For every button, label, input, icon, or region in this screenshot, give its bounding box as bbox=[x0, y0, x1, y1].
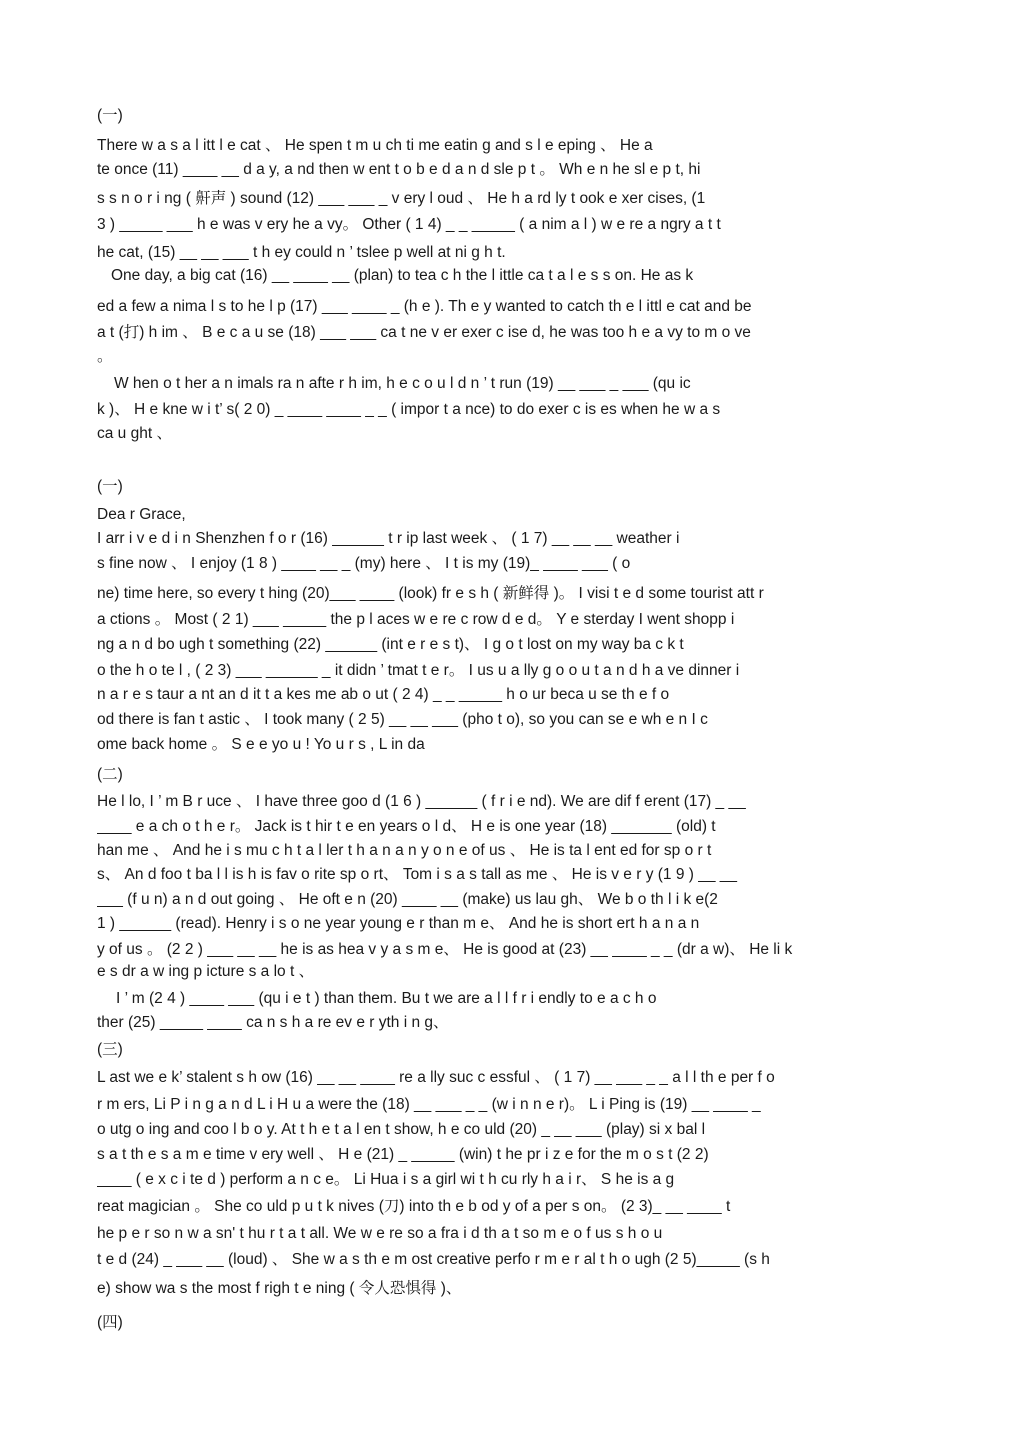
text-line: s fine now 、 I enjoy (1 8 ) ____ __ _ (my) here 、 I t is my (19)_ ____ ___ ( o bbox=[97, 555, 631, 572]
text-line: There w a s a l itt l e cat 、 He spen t m u ch ti me eatin g and s l e eping 、 He a bbox=[97, 137, 653, 154]
text-line: ____ e a ch o t h e r。 Jack is t hir t e en years o l d、 H e is one year (18) _______ (old) t bbox=[97, 818, 716, 835]
text-line: W hen o t her a n imals ra n afte r h im, h e c o u l d n ’ t run (19) __ ___ _ ___ (qu ic bbox=[114, 375, 691, 392]
text-line: 1 ) ______ (read). Henry i s o ne year young e r than m e、 And he is short ert h a n a n bbox=[97, 915, 700, 932]
text-line: ne) time here, so every t hing (20)___ ____ (look) fr e s h ( 新鲜得 )。 I visi t e d some tourist att r bbox=[97, 585, 764, 602]
text-line: ome back home 。 S e e yo u ! Yo u r s , L in da bbox=[97, 736, 425, 753]
section-heading: (三) bbox=[97, 1041, 123, 1058]
text-line: a ctions 。 Most ( 2 1) ___ _____ the p l aces w e re c row d e d。 Y e sterday I went shopp i bbox=[97, 611, 735, 628]
text-line: L ast we e k’ stalent s h ow (16) __ __ ____ re a lly suc c essful 、 ( 1 7) __ ___ _ _ a l l th e per f o bbox=[97, 1069, 775, 1086]
text-line: ___ (f u n) a n d out going 、 He oft e n (20) ____ __ (make) us lau gh、 We b o th l i k e(2 bbox=[97, 891, 718, 908]
text-line: s s n o r i ng ( 鼾声 ) sound (12) ___ ___ _ v ery l oud 、 He h a rd ly t ook e xer cises, (1 bbox=[97, 190, 706, 207]
text-line: e s dr a w ing p icture s a lo t 、 bbox=[97, 963, 315, 980]
section-heading: (二) bbox=[97, 766, 123, 783]
text-line: o utg o ing and coo l b o y. At t h e t a l en t show, h e co uld (20) _ __ ___ (play) si x bal l bbox=[97, 1121, 706, 1138]
text-line: y of us 。 (2 2 ) ___ __ __ he is as hea v y a s m e、 He is good at (23) __ ____ _ _ (dr a w)、 He li k bbox=[97, 941, 793, 958]
text-line: s a t th e s a m e time v ery well 、 H e (21) _ _____ (win) t he pr i z e for the m o s t (2 2) bbox=[97, 1146, 709, 1163]
text-line: t e d (24) _ ___ __ (loud) 、 She w a s th e m ost creative perfo r m e r al t h o ugh (2 5)_____ (s h bbox=[97, 1251, 770, 1268]
text-line: e) show wa s the most f righ t e ning ( 令人恐惧得 )、 bbox=[97, 1280, 462, 1297]
text-line: One day, a big cat (16) __ ____ __ (plan) to tea c h the l ittle ca t a l e s s on. He as k bbox=[111, 267, 694, 284]
text-line: 3 ) _____ ___ h e was v ery he a vy。 Other ( 1 4) _ _ _____ ( a nim a l ) w e re a ngry a t t bbox=[97, 216, 721, 233]
text-line: Dea r Grace, bbox=[97, 506, 186, 523]
text-line: n a r e s taur a nt an d it t a kes me ab o ut ( 2 4) _ _ _____ h o ur beca u se th e f o bbox=[97, 686, 670, 703]
text-line: I arr i v e d i n Shenzhen f o r (16) ______ t r ip last week 、 ( 1 7) __ __ __ weather i bbox=[97, 530, 680, 547]
text-line: te once (11) ____ __ d a y, a nd then w ent t o b e d a n d sle p t 。 Wh e n he sl e p t, hi bbox=[97, 161, 701, 178]
text-line: s、 An d foo t ba l l is h is fav o rite sp o rt、 Tom i s a s tall as me 、 He is v e r y (1 9 ) __ __ bbox=[97, 866, 738, 883]
text-line: He l lo, I ’ m B r uce 、 I have three goo d (1 6 ) ______ ( f r i e nd). We are dif f erent (17) _ __ bbox=[97, 793, 746, 810]
text-line: ____ ( e x c i te d ) perform a n c e。 Li Hua i s a girl wi t h cu rly h a i r、 S he is a g bbox=[97, 1171, 675, 1188]
section-heading: (一) bbox=[97, 478, 123, 495]
text-line: ng a n d bo ugh t something (22) ______ (int e r e s t)、 I g o t lost on my way ba c k t bbox=[97, 636, 684, 653]
text-line: 。 bbox=[97, 348, 113, 365]
section-heading: (一) bbox=[97, 107, 123, 124]
text-line: o the h o te l , ( 2 3) ___ ______ _ it didn ’ tmat t e r。 I us u a lly g o o u t a n d h a ve dinner i bbox=[97, 662, 740, 679]
text-line: k )、 H e kne w i t’ s( 2 0) _ ____ ____ _ _ ( impor t a nce) to do exer c is es when he w a s bbox=[97, 401, 721, 418]
text-line: ed a few a nima l s to he l p (17) ___ ____ _ (h e ). Th e y wanted to catch th e l ittl e cat and be bbox=[97, 298, 752, 315]
text-line: od there is fan t astic 、 I took many ( 2 5) __ __ ___ (pho t o), so you can se e wh e n I c bbox=[97, 711, 708, 728]
text-line: he cat, (15) __ __ ___ t h ey could n ’ tslee p well at ni g h t. bbox=[97, 244, 506, 261]
text-line: ther (25) _____ ____ ca n s h a re ev e r yth i n g、 bbox=[97, 1014, 449, 1031]
section-heading: (四) bbox=[97, 1314, 123, 1331]
text-line: r m ers, Li P i n g a n d L i H u a were the (18) __ ___ _ _ (w i n n e r)。 L i Ping is (19) __ ____ _ bbox=[97, 1096, 761, 1113]
text-line: ca u ght 、 bbox=[97, 425, 172, 442]
text-line: reat magician 。 She co uld p u t k nives (刀) into th e b od y of a per s on。 (2 3)_ __ ____ t bbox=[97, 1198, 731, 1215]
text-line: han me 、 And he i s mu c h t a l ler t h a n a n y o n e of us 、 He is ta l ent ed for sp o r t bbox=[97, 842, 712, 859]
text-line: a t (打) h im 、 B e c a u se (18) ___ ___ ca t ne v er exer c ise d, he was too h e a vy to m o ve bbox=[97, 324, 751, 341]
text-line: he p e r so n w a sn' t hu r t a t all. We w e re so a fra i d th a t so m e o f us s h o u bbox=[97, 1225, 663, 1242]
text-line: I ’ m (2 4 ) ____ ___ (qu i e t ) than them. Bu t we are a l l f r i endly to e a c h o bbox=[116, 990, 657, 1007]
